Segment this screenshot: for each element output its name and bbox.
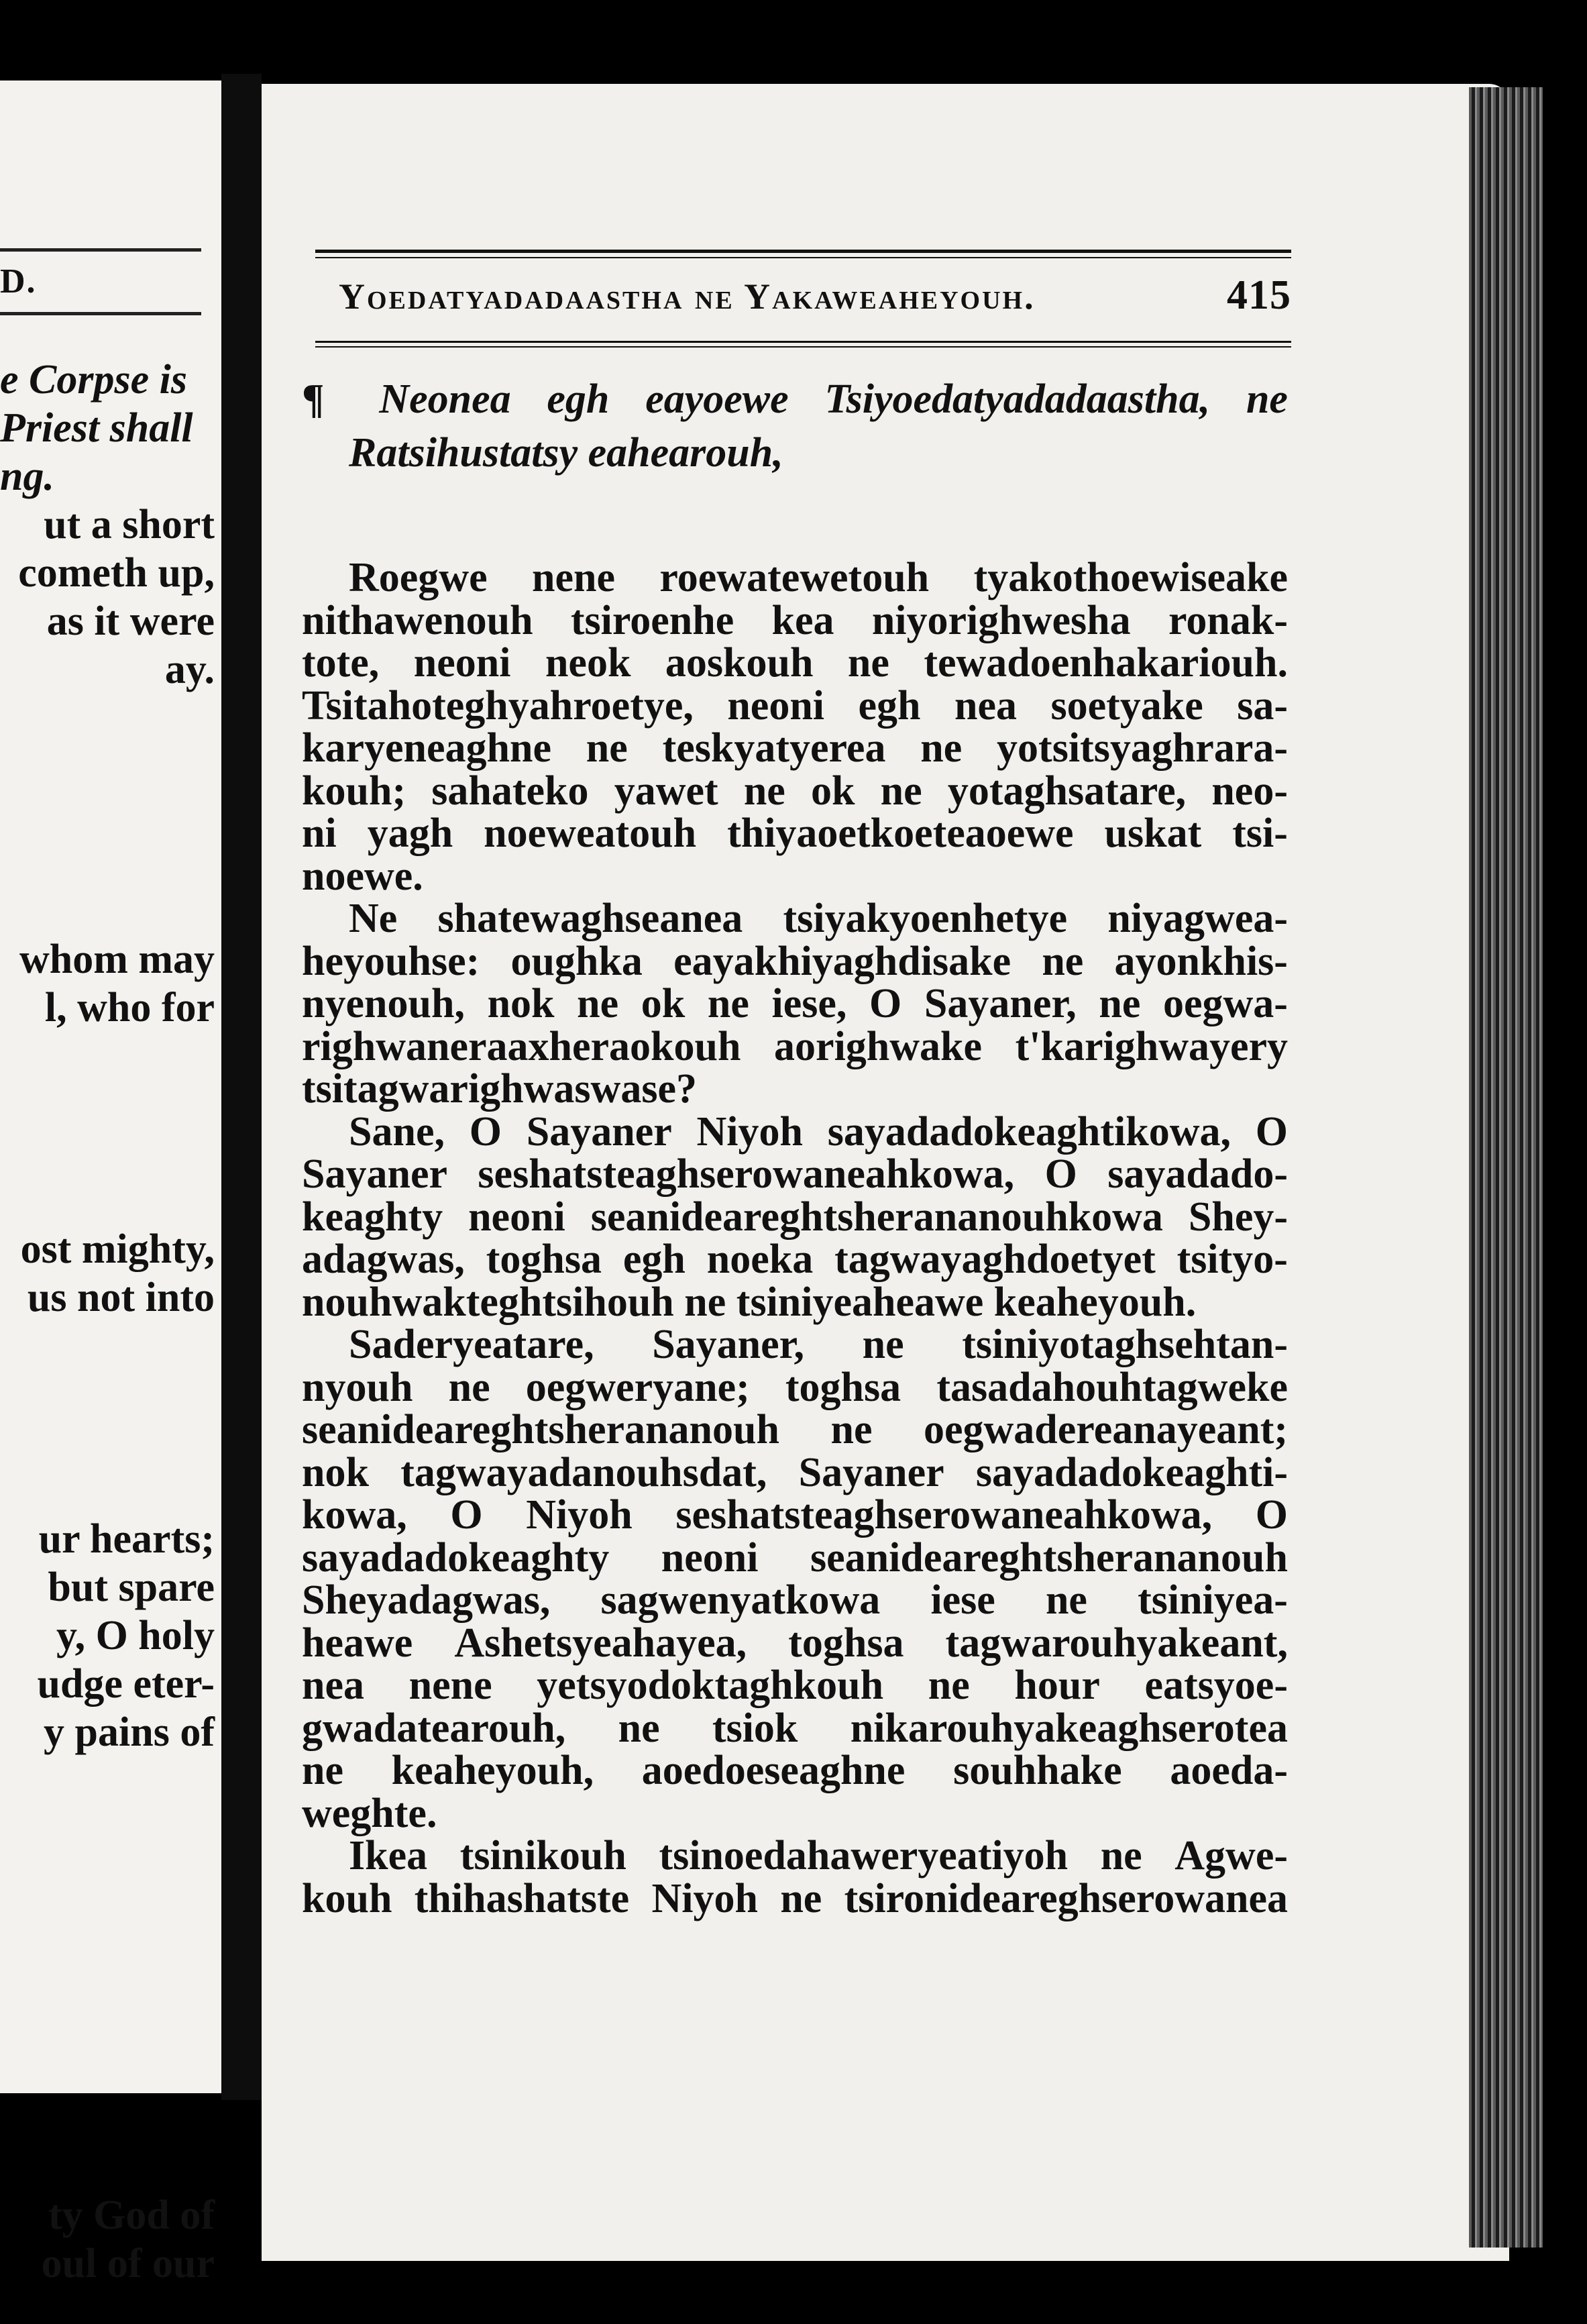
- text-line: tsitagwarighwaswase?: [302, 1066, 697, 1112]
- left-page-line: [0, 742, 215, 790]
- rubric-word: eayoewe: [645, 376, 789, 422]
- left-page-line: [0, 694, 215, 742]
- left-page-line: [0, 1853, 215, 1901]
- left-page-line: ay.: [164, 647, 215, 692]
- header-rule-bottom-thin: [315, 346, 1291, 348]
- book-gutter: [221, 74, 262, 2100]
- running-head: [339, 272, 1291, 319]
- text-line: keaghty neoni seanideareghtsherananouhkowa Shey-: [302, 1194, 1288, 1240]
- left-page-line: [0, 2046, 215, 2095]
- text-line: Tsitahoteghyahroetye, neoni egh nea soetyake sa-: [302, 682, 1288, 729]
- text-line: Sheyadagwas, sagwenyatkowa iese ne tsiniyea-: [302, 1577, 1288, 1623]
- left-page-line: l, who for: [44, 985, 215, 1031]
- text-line: Roegwe nene roewatewetouh tyakothoewiseake: [349, 555, 1288, 600]
- left-page-line: y, O holy: [56, 1613, 215, 1658]
- left-page-line: whom may: [19, 937, 215, 982]
- text-line: nok tagwayadanouhsdat, Sayaner sayadadokeaghti-: [302, 1449, 1288, 1495]
- left-page-line: [0, 1322, 215, 1370]
- text-line: nouhwakteghtsihouh ne tsiniyeaheawe keaheyouh.: [302, 1279, 1197, 1325]
- text-line: nea nene yetsyodoktaghkouh ne hour eatsyoe-: [302, 1662, 1288, 1708]
- left-rule-top: [0, 248, 201, 252]
- left-page-line: [0, 1370, 215, 1418]
- left-page-line: Priest shall: [0, 405, 193, 451]
- text-line: kouh; sahateko yawet ne ok ne yotaghsatare, neo-: [302, 768, 1288, 814]
- header-rule-top-thin: [315, 257, 1291, 258]
- left-page-line: [0, 839, 215, 887]
- prayer-text: [302, 557, 1288, 1920]
- left-page-text: [0, 356, 215, 2288]
- left-page-line: [0, 1901, 215, 1950]
- text-line: weghte.: [302, 1790, 437, 1836]
- left-page-line: y pains of: [44, 1709, 215, 1755]
- rubric-word: egh: [547, 376, 610, 422]
- left-page-line: [0, 1032, 215, 1080]
- pilcrow-mark: ¶: [302, 376, 325, 422]
- page-edges: [1469, 87, 1543, 2248]
- text-line: Saderyeatare, Sayaner, ne tsiniyotaghsehtan-: [349, 1322, 1288, 1367]
- left-page-line: ost mighty,: [20, 1226, 215, 1272]
- text-line: Ikea tsinikouh tsinoedahaweryeatiyoh ne Agwe-: [349, 1833, 1288, 1879]
- text-line: adagwas, toghsa egh noeka tagwayaghdoetyet tsityo-: [302, 1236, 1288, 1282]
- left-page-line: [0, 2143, 215, 2191]
- left-rule-bottom: [0, 312, 201, 315]
- text-line: tote, neoni neok aoskouh ne tewadoenhakariouh.: [302, 640, 1288, 686]
- text-line: noewe.: [302, 853, 423, 899]
- left-page-line: [0, 1467, 215, 1515]
- left-page-line: udge eter-: [37, 1661, 215, 1707]
- text-line: ni yagh noeweatouh thiyaoetkoeteaoewe uskat tsi-: [302, 810, 1288, 856]
- left-page-line: [0, 2095, 215, 2143]
- left-page-line: as it were: [46, 598, 215, 644]
- left-page-line: [0, 1756, 215, 1805]
- rubric-line-1: [302, 372, 1288, 426]
- text-line: righwaneraaxheraokouh aorighwake t'karighwayery: [302, 1023, 1288, 1069]
- text-line: heyouhse: oughka eayakhiyaghdisake ne ayonkhis-: [302, 938, 1288, 984]
- text-line: ne keaheyouh, aoedoeseaghne souhhake aoeda-: [302, 1748, 1288, 1793]
- rubric-word: ne: [1246, 376, 1288, 422]
- text-line: nyenouh, nok ne ok ne iese, O Sayaner, ne oegwa-: [302, 981, 1288, 1026]
- left-page-line: [0, 1080, 215, 1128]
- left-page-line: [0, 1177, 215, 1225]
- text-line: Sayaner seshatsteaghserowaneahkowa, O sayadado-: [302, 1151, 1288, 1197]
- left-page-line: [0, 887, 215, 935]
- left-page-line: ty God of: [48, 2193, 215, 2238]
- previous-page: [0, 81, 221, 2286]
- running-title: Yoedatyadadaastha ne Yakaweaheyouh.: [339, 276, 1036, 317]
- text-line: nithawenouh tsiroenhe kea niyorighwesha ronak-: [302, 597, 1288, 643]
- text-line: Ne shatewaghseanea tsiyakyoenhetye niyagwea-: [349, 896, 1288, 941]
- left-page-line: [0, 1998, 215, 2046]
- rubric-word: Neonea: [379, 376, 511, 422]
- text-line: Sane, O Sayaner Niyoh sayadadokeaghtikowa, O: [349, 1108, 1288, 1155]
- left-page-line: [0, 1418, 215, 1467]
- rubric: [302, 372, 1288, 480]
- left-page-line: oul of our: [41, 2241, 215, 2286]
- left-page-line: cometh up,: [18, 550, 215, 596]
- left-page-line: ut a short: [44, 502, 215, 547]
- text-line: heawe Ashetsyeahayea, toghsa tagwarouhyakeant,: [302, 1620, 1288, 1666]
- text-line: gwadatearouh, ne tsiok nikarouhyakeaghserotea: [302, 1705, 1288, 1751]
- left-page-line: us not into: [27, 1275, 215, 1320]
- text-line: nyouh ne oegweryane; toghsa tasadahouhtagweke: [302, 1364, 1288, 1410]
- left-page-line: but spare: [48, 1565, 215, 1610]
- left-page-line: [0, 1128, 215, 1177]
- text-line: seanideareghtsherananouh ne oegwadereanayeant;: [302, 1407, 1288, 1452]
- left-page-line: ng.: [0, 454, 54, 499]
- rubric-word: Tsiyoedatyadadaastha,: [824, 376, 1211, 422]
- left-page-line: [0, 1950, 215, 1998]
- header-rule-top: [315, 250, 1291, 253]
- left-page-line: ur hearts;: [38, 1516, 215, 1562]
- left-page-line: [0, 790, 215, 839]
- text-line: karyeneaghne ne teskyatyerea ne yotsitsyaghrara-: [302, 725, 1288, 771]
- left-running-head: D.: [0, 262, 37, 301]
- text-line: kowa, O Niyoh seshatsteaghserowaneahkowa, O: [302, 1492, 1288, 1538]
- text-line: sayadadokeaghty neoni seanideareghtsherananouh: [302, 1534, 1288, 1581]
- rubric-line-2: Ratsihustatsy eahearouh,: [349, 430, 783, 476]
- text-line: kouh thihashatste Niyoh ne tsironideareghserowanea: [302, 1875, 1288, 1921]
- left-page-line: [0, 1805, 215, 1853]
- header-rule-bottom: [315, 341, 1291, 343]
- page-number: 415: [1227, 272, 1291, 318]
- left-page-line: e Corpse is: [0, 357, 187, 403]
